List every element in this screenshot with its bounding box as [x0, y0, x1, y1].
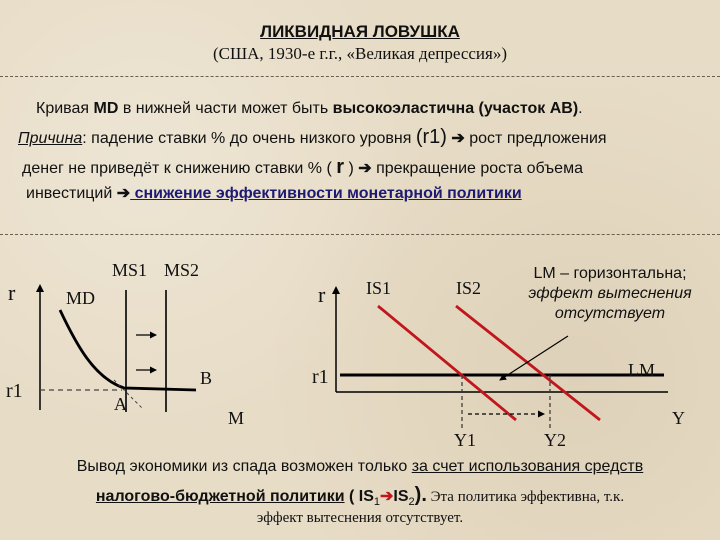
text: Кривая — [36, 100, 94, 117]
goods-r1-label: r1 — [312, 366, 329, 388]
text: ( IS — [344, 488, 374, 505]
elastic-term: высокоэластична (участок АВ) — [332, 100, 579, 117]
r1-term: (r1) — [415, 126, 447, 148]
money-m-axis-label: M — [228, 408, 245, 428]
text: инвестиций — [26, 185, 117, 202]
y2-label: Y2 — [544, 430, 566, 450]
conclusion-line-2 — [0, 484, 720, 508]
md-label: MD — [66, 288, 96, 308]
page-subtitle: (США, 1930-е г.г., «Великая депрессия») — [212, 44, 507, 63]
y-axis-label: Y — [672, 408, 685, 428]
money-r-axis-label: r — [8, 280, 16, 305]
ms1-label: MS1 — [112, 260, 148, 280]
conclusion-line-1 — [0, 458, 720, 476]
point-b-label: B — [200, 368, 213, 388]
lm-label: LM — [628, 360, 655, 380]
y1-label: Y1 — [454, 430, 476, 450]
money-r1-label: r1 — [6, 380, 23, 402]
text: Эта политика эффективна, т.к. — [426, 489, 625, 505]
is1-line — [378, 306, 516, 420]
page-title: ЛИКВИДНАЯ ЛОВУШКА — [260, 22, 460, 41]
monetary-policy-conclusion: снижение эффективности монетарной политики — [130, 185, 522, 202]
md-term: MD — [93, 100, 119, 117]
lm-note-line-3: отсутствует — [554, 305, 666, 322]
text: . — [578, 100, 583, 117]
subscript: 2 — [408, 496, 415, 509]
ms2-label: MS2 — [164, 260, 200, 280]
lm-note-line-2: эффект вытеснения — [528, 285, 692, 302]
text: ). — [414, 484, 427, 506]
is2-label: IS2 — [456, 278, 482, 298]
arrow-right-icon: ➔ — [116, 185, 131, 202]
note-pointer — [500, 336, 568, 380]
goods-r-axis-label: r — [318, 282, 326, 307]
r-term: r — [336, 156, 345, 178]
point-a-label: A — [114, 394, 127, 414]
is1-label: IS1 — [366, 278, 392, 298]
fiscal-policy-term: налогово-бюджетной политики — [95, 488, 345, 505]
text: рост предложения — [464, 130, 607, 147]
text: ) — [344, 160, 359, 177]
text: IS — [393, 488, 409, 505]
text: прекращение роста объема — [371, 160, 583, 177]
text: в нижней части может быть — [118, 100, 333, 117]
conclusion-line-3: эффект вытеснения отсутствует. — [256, 510, 464, 526]
text: : падение ставки % до очень низкого уровня — [82, 130, 416, 147]
arrow-right-icon: ➔ — [380, 488, 394, 505]
lm-note — [510, 264, 710, 324]
text: Вывод экономики из спада возможен только — [76, 458, 412, 475]
lm-note-line-1: LM – горизонтальна; — [533, 265, 687, 282]
cause-label: Причина — [18, 130, 83, 147]
md-curve — [60, 310, 196, 390]
subscript: 1 — [373, 496, 381, 509]
text: денег не приведёт к снижению ставки % ( — [22, 160, 337, 177]
arrow-right-icon: ➔ — [358, 160, 372, 177]
fiscal-means: за счет использования средств — [411, 458, 644, 475]
arrow-right-icon: ➔ — [451, 130, 465, 147]
